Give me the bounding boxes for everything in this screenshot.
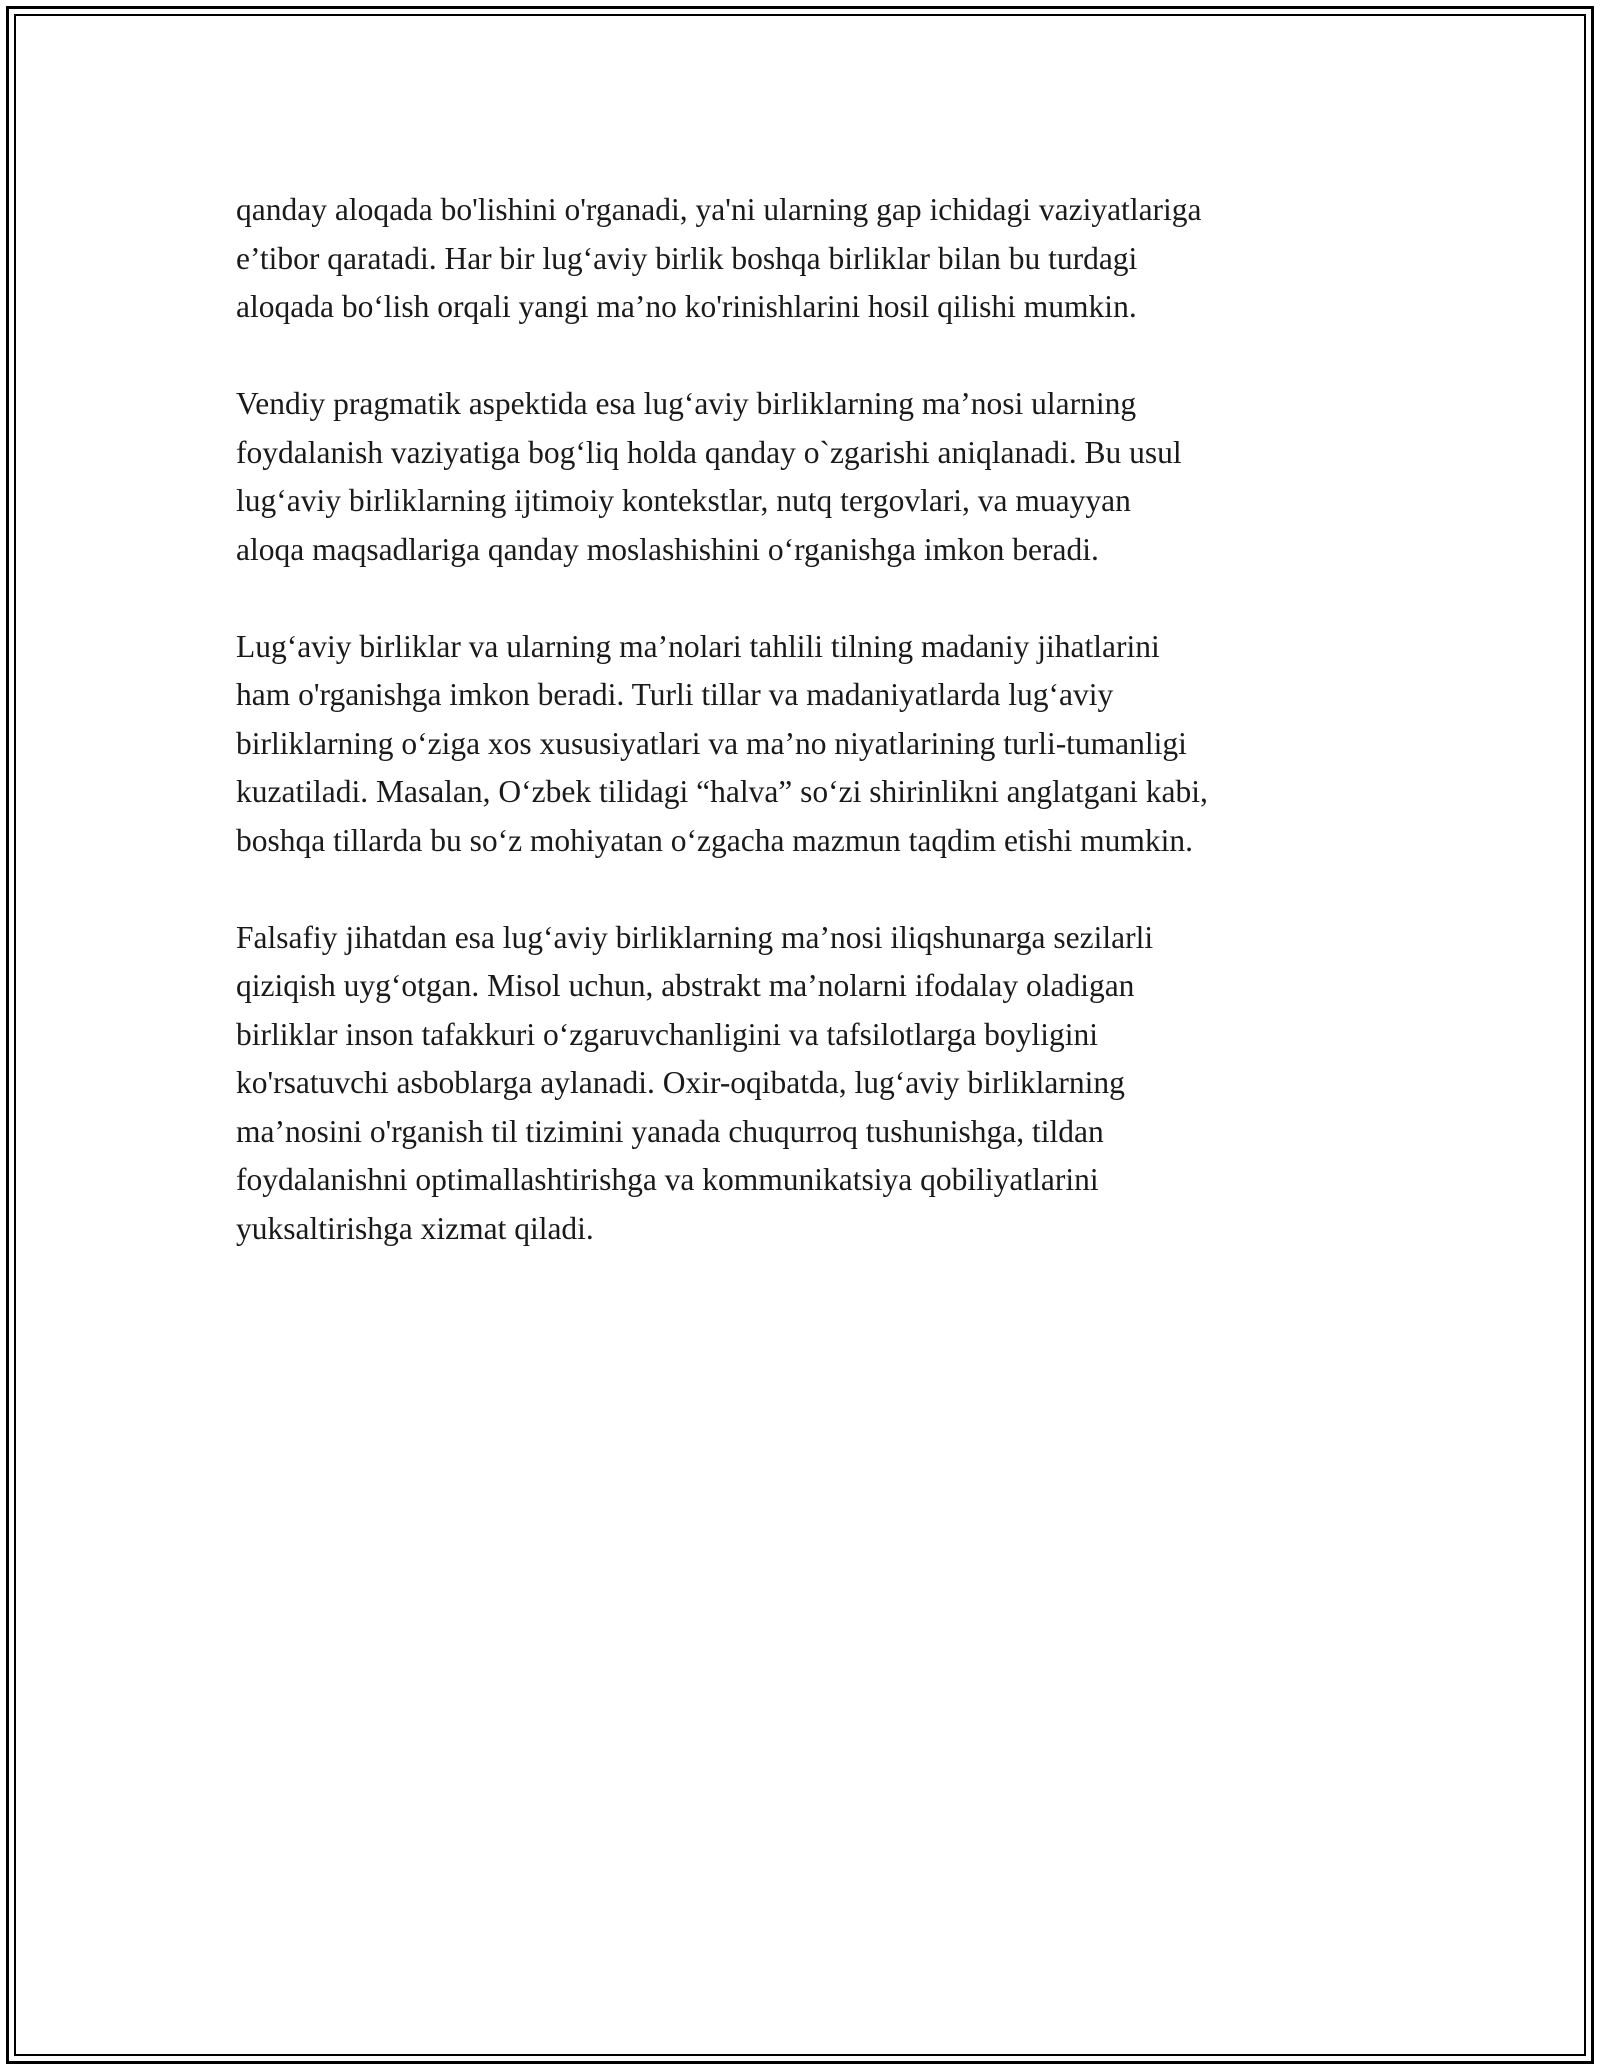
text-line: Vendiy pragmatik aspektida esa lug‘aviy birliklarning ma’nosi ularning <box>236 386 1137 421</box>
paragraph-4 <box>236 914 1416 1254</box>
text-line: lug‘aviy birliklarning ijtimoiy kontekstlar, nutq tergovlari, va muayyan <box>236 483 1131 518</box>
text-line: qanday aloqada bo'lishini o'rganadi, ya'ni ularning gap ichidagi vaziyatlariga <box>236 192 1202 227</box>
text-line: boshqa tillarda bu so‘z mohiyatan o‘zgacha mazmun taqdim etishi mumkin. <box>236 822 1194 858</box>
document-body <box>236 186 1416 1302</box>
text-line: birliklarning o‘ziga xos xususiyatlari va ma’no niyatlarining turli-tumanligi <box>236 725 1187 761</box>
text-line: foydalanishni optimallashtirishga va kommunikatsiya qobiliyatlarini <box>236 1162 1099 1197</box>
text-line: Lug‘aviy birliklar va ularning ma’nolari tahlili tilning madaniy jihatlarini <box>236 628 1160 664</box>
paragraph-1 <box>236 186 1416 332</box>
text-line: aloqada bo‘lish orqali yangi ma’no ko'rinishlarini hosil qilishi mumkin. <box>236 289 1137 324</box>
paragraph-3 <box>236 623 1416 866</box>
text-line: ma’nosini o'rganish til tizimini yanada chuqurroq tushunishga, tildan <box>236 1113 1104 1149</box>
text-line: ham o'rganishga imkon beradi. Turli tillar va madaniyatlarda lug‘aviy <box>236 677 1114 712</box>
text-line: aloqa maqsadlariga qanday moslashishini o‘rganishga imkon beradi. <box>236 531 1099 567</box>
text-line: birliklar inson tafakkuri o‘zgaruvchanligini va tafsilotlarga boyligini <box>236 1016 1098 1052</box>
paragraph-2 <box>236 380 1416 574</box>
text-line: yuksaltirishga xizmat qiladi. <box>236 1210 594 1246</box>
text-line: e’tibor qaratadi. Har bir lug‘aviy birlik boshqa birliklar bilan bu turdagi <box>236 240 1138 276</box>
text-line: ko'rsatuvchi asboblarga aylanadi. Oxir-oqibatda, lug‘aviy birliklarning <box>236 1065 1125 1100</box>
text-line: qiziqish uyg‘otgan. Misol uchun, abstrakt ma’nolarni ifodalay oladigan <box>236 968 1135 1003</box>
text-line: Falsafiy jihatdan esa lug‘aviy birliklarning ma’nosi iliqshunarga sezilarli <box>236 919 1154 955</box>
text-line: foydalanish vaziyatiga bog‘liq holda qanday o`zgarishi aniqlanadi. Bu usul <box>236 434 1182 470</box>
text-line: kuzatiladi. Masalan, O‘zbek tilidagi “halva” so‘zi shirinlikni anglatgani kabi, <box>236 774 1208 809</box>
